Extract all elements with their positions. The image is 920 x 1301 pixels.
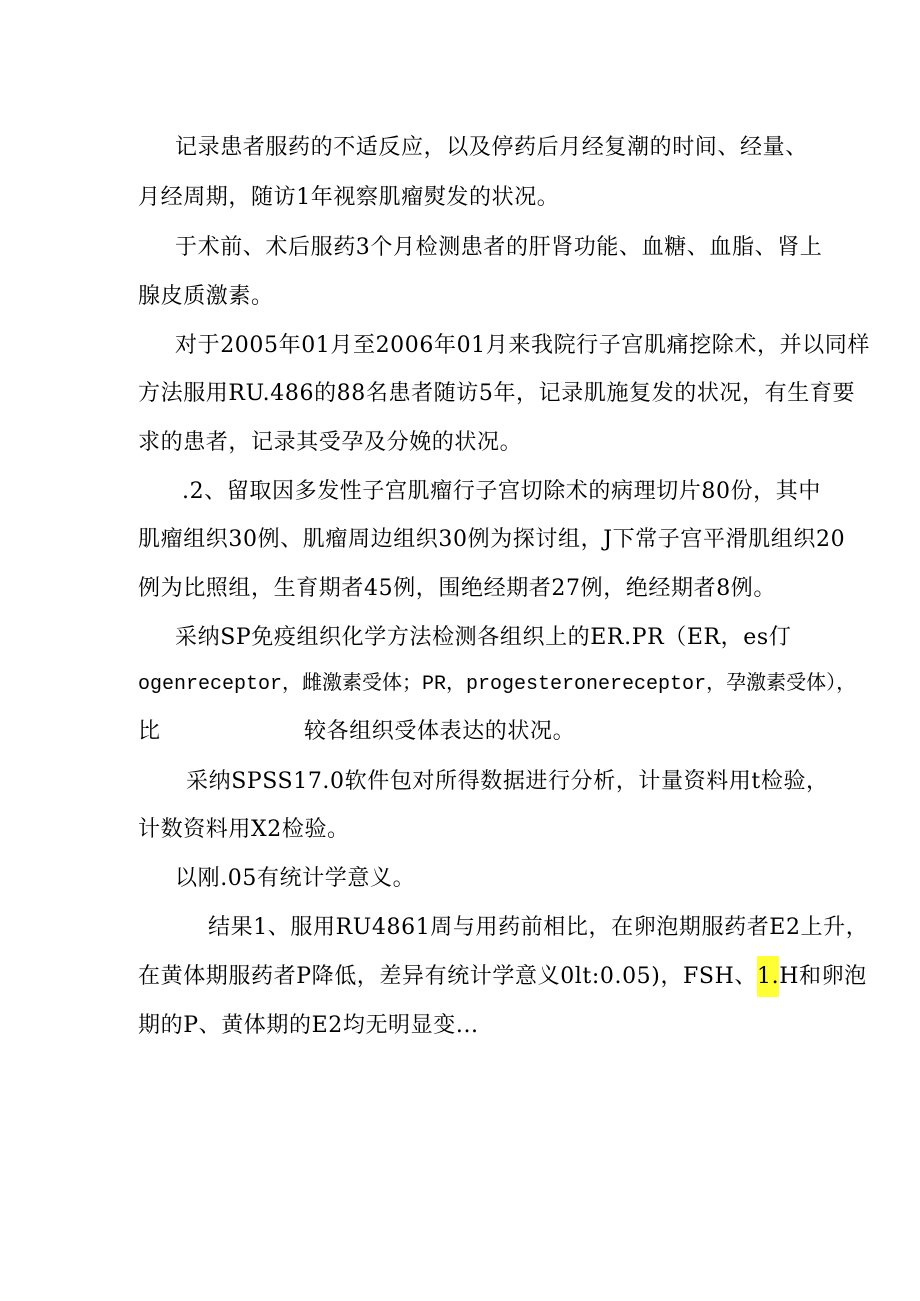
p8-line2-start: 在黄体期服药者P降低，差异有统计学意义0lt:0.05)，FSH、 — [138, 964, 757, 989]
p5-line2: ogenreceptor，雌激素受体；PR，progesteronereceptor，孕激素受体）， — [138, 673, 857, 696]
p1-line1: 记录患者服药的不适反应，以及停药后月经复潮的时间、经量、 — [175, 135, 808, 160]
p3-line1: 对于2005年01月至2006年01月来我院行子宫肌痛挖除术，并以同样 — [175, 333, 870, 358]
p2-line2: 腺皮质激素。 — [138, 284, 274, 309]
p2-line1: 于术前、术后服药3个月检测患者的肝肾功能、血糖、血脂、肾上 — [175, 235, 823, 260]
p4-line2: 肌瘤组织30例、肌瘤周边组织30例为探讨组，J下常子宫平滑肌组织20 — [138, 527, 846, 552]
p5-line1: 采纳SP免疫组织化学方法检测各组织上的ER.PR（ER，es仃 — [175, 625, 792, 650]
p8-line3: 期的P、黄体期的E2均无明显变... — [138, 1013, 479, 1038]
p1-line2: 月经周期，随访1年视察肌瘤熨发的状况。 — [138, 185, 560, 210]
p4-line3: 例为比照组，生育期者45例，围绝经期者27例，绝经期者8例。 — [138, 576, 776, 601]
p6-line2: 计数资料用X2检验。 — [138, 817, 350, 842]
p7-line1: 以刚.05有统计学意义。 — [175, 866, 416, 891]
p8-line2-end: H和卵泡 — [779, 964, 867, 989]
p6-line1: 采纳SPSS17.0软件包对所得数据进行分析，计量资料用t检验， — [186, 769, 829, 794]
p5-line3-end: 较各组织受体表达的状况。 — [304, 719, 576, 744]
p4-line1: .2、留取因多发性子宫肌瘤行子宫切除术的病理切片80份，其中 — [182, 479, 821, 504]
p3-line2: 方法服用RU.486的88名患者随访5年，记录肌施复发的状况，有生育要 — [138, 381, 856, 406]
highlighted-text: 1. — [757, 956, 779, 997]
p8-line1: 结果1、服用RU4861周与用药前相比，在卵泡期服药者E2上升， — [208, 915, 869, 940]
p8-line2 — [138, 962, 867, 992]
p3-line3: 求的患者，记录其受孕及分娩的状况。 — [138, 430, 523, 455]
p5-line3-start: 比 — [138, 719, 161, 744]
